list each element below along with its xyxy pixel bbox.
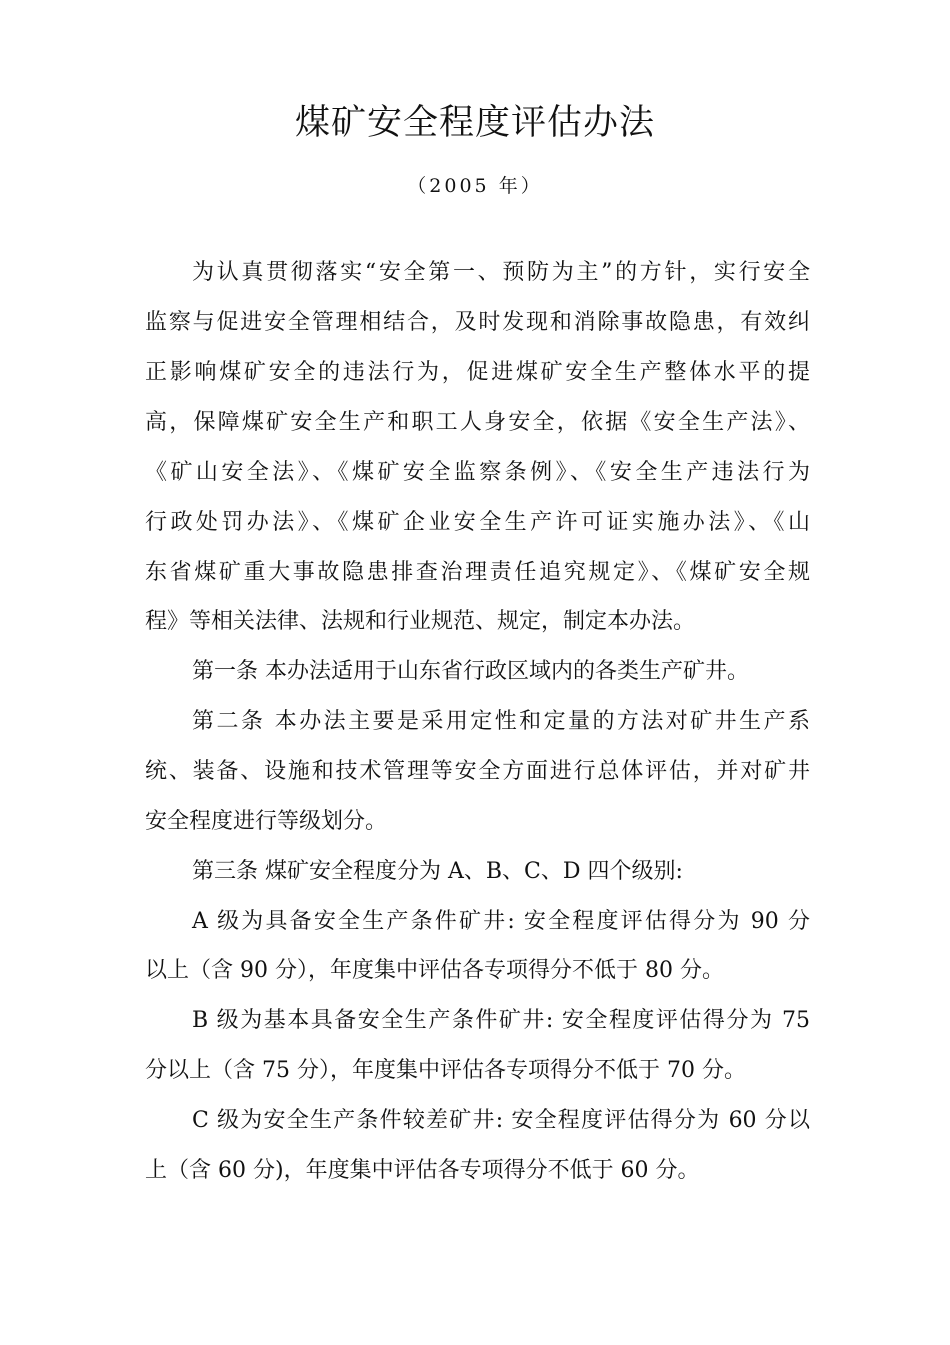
article-two-line: 第二条 本办法主要是采用定性和定量的方法对矿井生产系 — [192, 709, 810, 734]
paragraph-line: 监察与促进安全管理相结合，及时发现和消除事故隐患，有效纠 — [145, 310, 810, 335]
grade-a-line: 以上（含 90 分），年度集中评估各专项得分不低于 80 分。 — [145, 958, 724, 983]
grade-c-line: 上（含 60 分)，年度集中评估各专项得分不低于 60 分。 — [145, 1158, 700, 1183]
grade-c-line: C 级为安全生产条件较差矿井: 安全程度评估得分为 60 分以 — [192, 1108, 810, 1133]
article-one: 第一条 本办法适用于山东省行政区域内的各类生产矿井。 — [192, 659, 749, 684]
article-two-line: 统、装备、设施和技术管理等安全方面进行总体评估，并对矿井 — [145, 759, 810, 784]
document-year: （2005 年） — [407, 175, 543, 197]
paragraph-line: 行政处罚办法》、《煤矿企业安全生产许可证实施办法》、《山 — [145, 510, 810, 535]
paragraph-line: 正影响煤矿安全的违法行为，促进煤矿安全生产整体水平的提 — [145, 360, 810, 385]
paragraph-line: 为认真贯彻落实“安全第一、预防为主”的方针，实行安全 — [192, 260, 810, 285]
grade-b-line: B 级为基本具备安全生产条件矿井: 安全程度评估得分为 75 — [192, 1008, 810, 1033]
paragraph-line: 《矿山安全法》、《煤矿安全监察条例》、《安全生产违法行为 — [145, 460, 810, 485]
grade-b-line: 分以上（含 75 分），年度集中评估各专项得分不低于 70 分。 — [145, 1058, 746, 1083]
paragraph-line: 高，保障煤矿安全生产和职工人身安全，依据《安全生产法》、 — [145, 410, 810, 435]
article-two-line: 安全程度进行等级划分。 — [145, 809, 388, 834]
document-title: 煤矿安全程度评估办法 — [294, 103, 655, 143]
paragraph-line: 程》等相关法律、法规和行业规范、规定，制定本办法。 — [145, 609, 696, 634]
paragraph-line: 东省煤矿重大事故隐患排查治理责任追究规定》、《煤矿安全规 — [145, 560, 810, 585]
grade-a-line: A 级为具备安全生产条件矿井: 安全程度评估得分为 90 分 — [192, 909, 810, 934]
article-three: 第三条 煤矿安全程度分为 A、B、C、D 四个级别: — [192, 859, 683, 884]
